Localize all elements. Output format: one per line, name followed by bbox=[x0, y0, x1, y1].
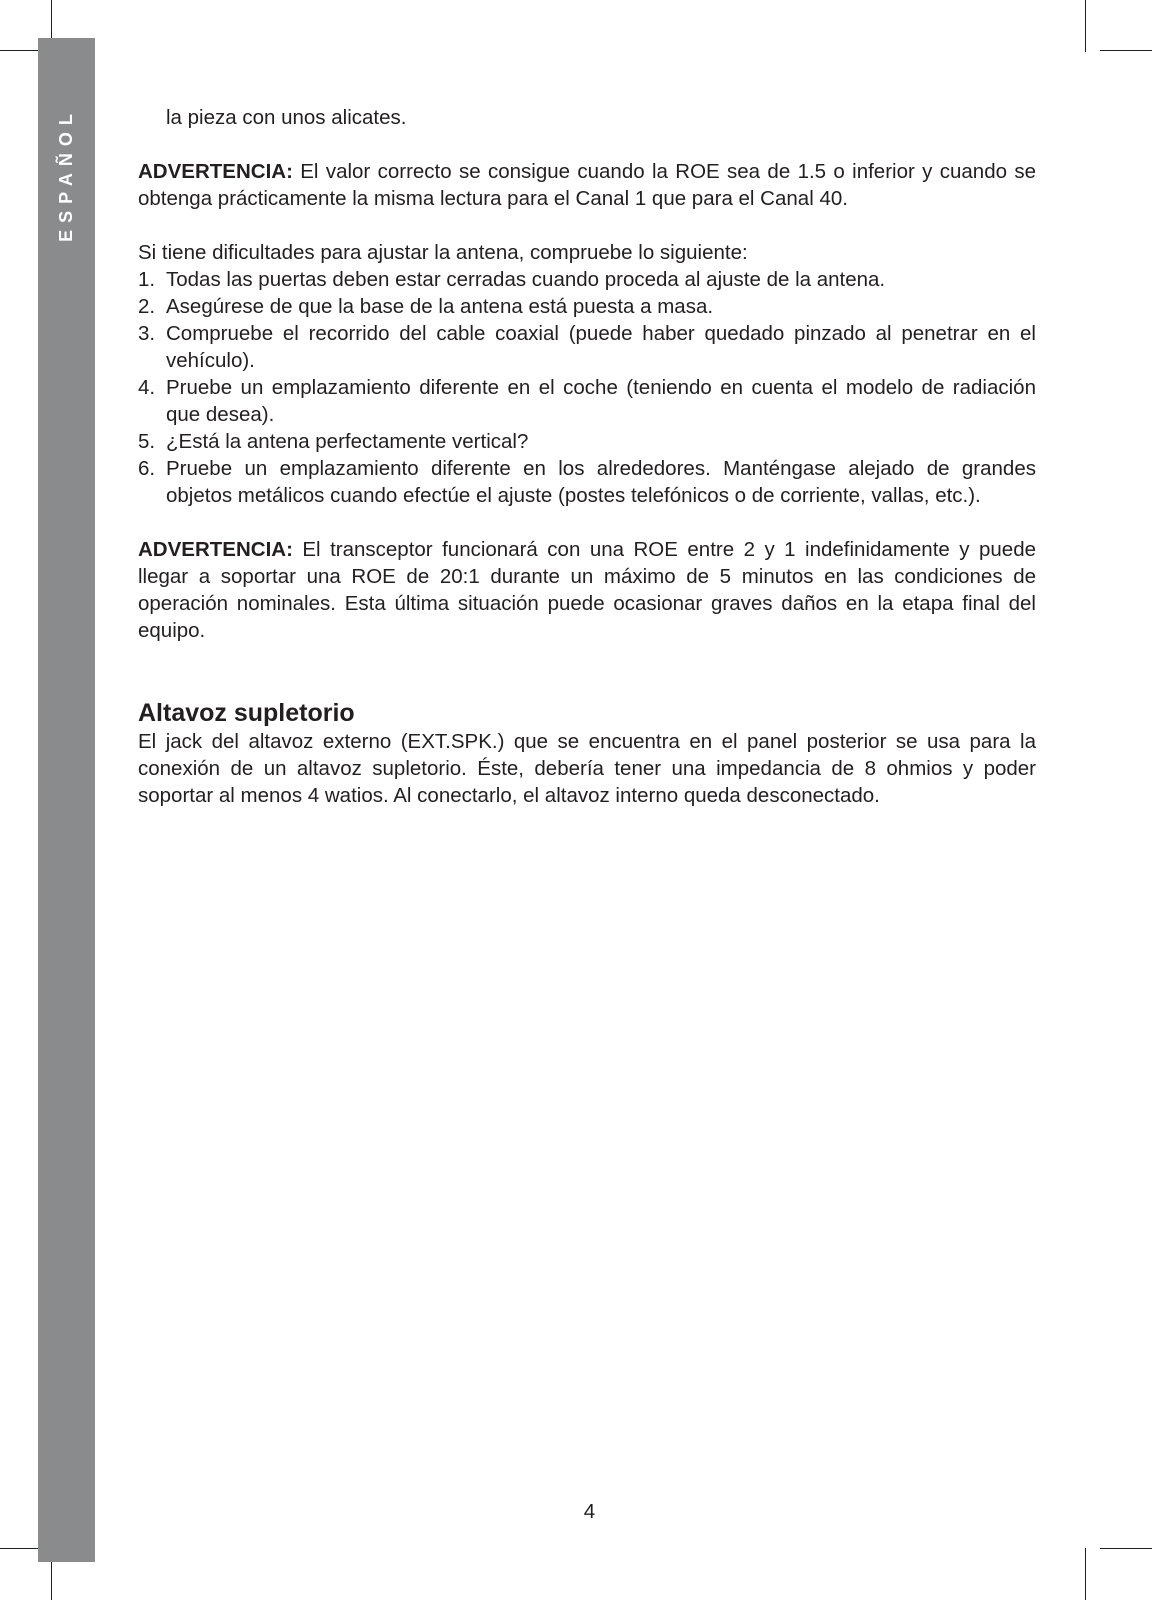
list-item bbox=[138, 266, 1036, 293]
section-body: El jack del altavoz externo (EXT.SPK.) que se encuentra en el panel posterior se usa para la conexión de un altavoz supletorio. Éste, debería tener una impedancia de 8 ohmios y poder soportar al menos 4 watios. Al conectarlo, el altavoz interno queda desconectado. bbox=[138, 730, 1036, 807]
language-side-bar bbox=[38, 38, 95, 1562]
crop-mark-bottom-right-v bbox=[1085, 1548, 1086, 1600]
warning-label-2: ADVERTENCIA: bbox=[138, 538, 293, 561]
crop-mark-top-right-h bbox=[1100, 50, 1152, 51]
list-item-text: ¿Está la antena perfectamente vertical? bbox=[166, 430, 529, 453]
list-item bbox=[138, 320, 1036, 374]
intro-fragment: la pieza con unos alicates. bbox=[166, 106, 407, 129]
list-item-number: 5. bbox=[138, 430, 156, 453]
troubleshoot-list bbox=[138, 266, 1036, 509]
list-item-number: 1. bbox=[138, 268, 156, 291]
list-item-number: 2. bbox=[138, 295, 156, 318]
troubleshoot-intro: Si tiene dificultades para ajustar la antena, compruebe lo siguiente: bbox=[138, 241, 748, 264]
language-label-text: ESPAÑOL bbox=[56, 106, 76, 242]
list-item bbox=[138, 428, 1036, 455]
list-item bbox=[138, 455, 1036, 509]
list-item-text: Pruebe un emplazamiento diferente en los alrededores. Manténgase alejado de grandes objetos metálicos cuando efectúe el ajuste (postes telefónicos o de corriente, vallas, etc.). bbox=[166, 457, 1036, 507]
list-item-number: 4. bbox=[138, 376, 156, 399]
section-heading: Altavoz supletorio bbox=[138, 699, 355, 727]
list-item-text: Pruebe un emplazamiento diferente en el coche (teniendo en cuenta el modelo de radiación que desea). bbox=[166, 376, 1036, 426]
list-item-number: 6. bbox=[138, 457, 156, 480]
list-item-text: Compruebe el recorrido del cable coaxial (puede haber quedado pinzado al penetrar en el vehículo). bbox=[166, 322, 1036, 372]
list-item bbox=[138, 374, 1036, 428]
crop-mark-bottom-right-h bbox=[1100, 1548, 1152, 1549]
warning-text-2: El transceptor funcionará con una ROE entre 2 y 1 indefinidamente y puede llegar a soportar una ROE de 20:1 durante un máximo de 5 minutos en las condiciones de operación nominales. Esta última situación puede ocasionar graves daños en la etapa final del equipo. bbox=[138, 538, 1036, 642]
crop-mark-top-right-v bbox=[1085, 0, 1086, 52]
warning-label-1: ADVERTENCIA: bbox=[138, 160, 293, 183]
list-item-text: Asegúrese de que la base de la antena está puesta a masa. bbox=[166, 295, 714, 318]
list-item bbox=[138, 293, 1036, 320]
page-number: 4 bbox=[583, 1500, 596, 1523]
list-item-text: Todas las puertas deben estar cerradas cuando proceda al ajuste de la antena. bbox=[166, 268, 886, 291]
warning-paragraph-1 bbox=[138, 158, 1036, 212]
list-item-number: 3. bbox=[138, 322, 156, 345]
warning-paragraph-2 bbox=[138, 536, 1036, 644]
language-side-label bbox=[38, 100, 95, 248]
page-content bbox=[138, 104, 1036, 809]
warning-text-1: El valor correcto se consigue cuando la ROE sea de 1.5 o inferior y cuando se obtenga prácticamente la misma lectura para el Canal 1 que para el Canal 40. bbox=[138, 160, 1036, 210]
